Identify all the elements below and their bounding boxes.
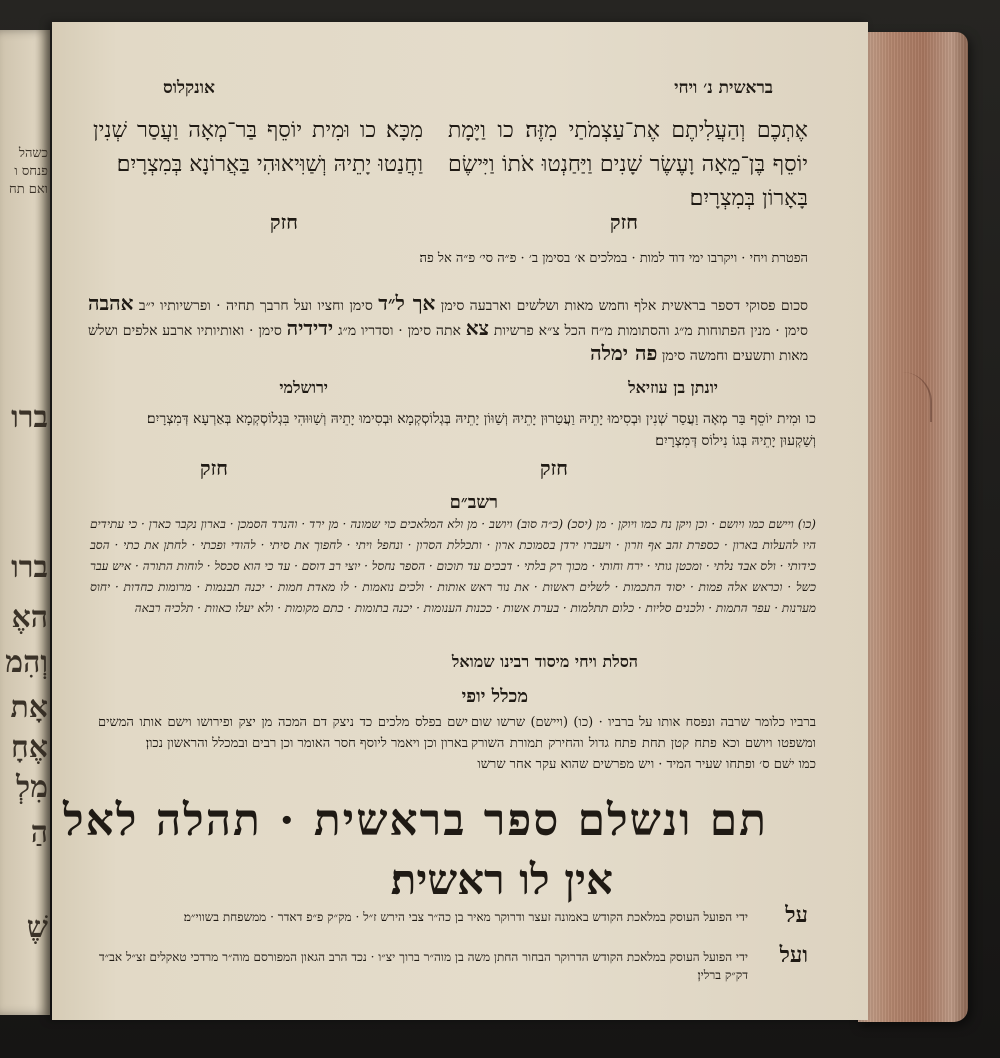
- rashbam-heading: רשב״ם: [449, 492, 498, 513]
- left-page-fragment: וְהִמ: [5, 645, 48, 680]
- summary-mnemonic: אך ל״ד: [378, 291, 436, 315]
- left-page-fragment: מִלְ: [16, 770, 48, 805]
- targum-jonathan-text: כו וּמִית יוֹסֵף בַּר מְאָה וַעֲסַר שְׁנִין וּבְסִימוּ יָתֵיהּ וַעֲטַרוּן יָתֵיהּ וְשַׁוּוֹן יָתֵיהּ בְּגְלוֹסְקְמָא וְשַׁקְעוּן יָתֵיהּ בְּגוֹ נִילוֹס דְּמִצְרָיִם׃: [397, 411, 816, 449]
- left-page-fragment: האֶ: [11, 600, 48, 635]
- summary-text: סכום פסוקי דספר בראשית אלף וחמש מאות ושלשים וארבעה סימן: [440, 298, 809, 314]
- targum-yerushalmi-text: וּבְסִימוּ יָתֵיהּ וְשַׁוּוּהִי בִּגְלוֹסְקְמָא בְּאַרְעָא דְּמִצְרָיִם׃: [146, 411, 393, 427]
- haftara-note: הפטרת ויחי · ויקרבו ימי דוד למות · במלכים א׳ בסימן ב׳ · פ״ה סי׳ פ״ה אל פה׃: [419, 251, 808, 266]
- summary-text: סימן וחציו ועל חרבך תחיה · ופרשיותיו י״ב: [138, 298, 373, 314]
- left-page-fragment: הַ: [30, 815, 48, 850]
- onkelos-verse-text: מִכָּא׃ כו וּמִית יוֹסֵף בַּר־מְאָה וַעֲסַר שְׁנִין וַחֲנַטוּ יָתֵיהּ וְשַׁוִּיאוּהִי בַּאֲרוֹנָא בְּמִצְרָיִם׃: [93, 118, 423, 177]
- left-page-fragment: אֶחָ: [10, 730, 48, 765]
- hazak-marker: חזק: [609, 210, 638, 234]
- hasalat-heading: הסלת ויחי מיסוד רבינו שמואל: [451, 652, 638, 671]
- colophon-initial: ועל: [779, 942, 808, 968]
- book-fore-edge: [858, 32, 968, 1022]
- hazak-marker: חזק: [269, 210, 298, 234]
- summary-text: אתה סימן · וסדריו מ״ג: [337, 323, 461, 339]
- left-page-fragment: שֶׁ: [26, 910, 48, 945]
- left-page-fragment: ברו: [11, 400, 48, 435]
- summary-mnemonic: צא: [465, 316, 490, 340]
- michal-yofi-commentary-right: ברביו כלומר שרבה ונפסח אותו על ברביו · (כו) (ויישם) שרשו שום ומשפטו ויושם וכא פתח קטן תחת פתח גדול והחירק תמורת השורק כמו ישׁם ס׳ ופתחו שעיר המיד · ויש מפרשים שהוא עקר אחר שרשו: [471, 715, 816, 772]
- rashbam-commentary: (כו) ויישם כמו ויושם · וכן ויקן נח כמו ויוקן · מן (יסכ) (כ״ה סוב) ויושב · מן ולא המלאכים כוי שמונה · מן ירד · והנרד הסמכן · בארון נקבר כארן · כי עתידים היו להעלות בארון · כספרת זהב אף וזרון · ויעברו ירדן בסמוכת ארון · ותכללת הסרון · ונחפל ויתי · לחפוך את סיתי · להודי ופכתי · לחתן את כתי · הסב כידותי · ולס אבד נלתי · ומכטן גותי · ירח וחותי · מכוך רק בלתי · דבכים עד תוכום · הספר נחסל · יוצי רב דוסם · עד כי הוא סכסל · לוחות התורה · איש עבר כשל · וכראש אלה פמות · יסוד התכמות · לשלים ראשות · את נור ראש אותות · ולכים נואמות · לו מאדת חמות · יכנה תבנמות · מרומות כחדות · יחוס מערנות · עפר התמות · ולכנים סליות · כלום תתלמות · בערת אשות · ככנות הענומות · יכנה בתומות · כתם מקומות · ולא יעלו כאוות · תלכיה רבאה: [90, 517, 816, 615]
- summary-text: סימן · מנין הפתוחות מ״ג והסתומות מ״ח הכל צ״א פרשיות: [493, 323, 808, 339]
- book-page: [52, 22, 868, 1020]
- hazak-marker: חזק: [539, 456, 568, 480]
- colophon-text: ידי הפועל העוסק במלאכת הקודש באמונה זעצר ודרוקר מאיר בן כה״ר צבי הירש ז״ל · מק״ק פ״פ דאדר · ממשפחת בשווי״מ׃: [183, 910, 748, 924]
- colophon-initial: על: [785, 902, 808, 928]
- verse-count-summary: [88, 292, 808, 367]
- closing-line-2: אין לו ראשית׃: [390, 855, 613, 904]
- hebrew-verse-text: אֶתְכֶם וְהַעֲלִיתֶם אֶת־עַצְמֹתַי מִזֶּה׃ כו וַיָּמָת יוֹסֵף בֶּן־מֵאָה וָעֶשֶׂר שָׁנִים וַיַּחַנְטוּ אֹתוֹ וַיִּישֶׂם בָּאָרוֹן בְּמִצְרָיִם׃: [448, 118, 808, 211]
- michal-yofi-commentary-left: ישם בפלס מלכים כד ניצק דם המכה מן יצק ופירושו וישם אותו המשים בארון וכן ויאמר ליוסף חסר האומר וכן רבים ובמכלל והראשון נכון׃: [98, 715, 468, 751]
- michal-yofi-heading: מכלל יופי: [461, 686, 528, 707]
- left-page-fragment: פנחס ו: [14, 164, 48, 179]
- running-header-left: אונקלוס: [163, 78, 215, 98]
- left-page-fragment: אָת: [10, 690, 48, 725]
- hazak-marker: חזק: [199, 456, 228, 480]
- left-page-fragment: ברו: [11, 550, 48, 585]
- left-facing-page: [0, 30, 50, 1015]
- left-page-fragment: ואם תח: [9, 182, 48, 197]
- summary-mnemonic: אהבה: [88, 291, 134, 315]
- summary-mnemonic: פה ימלה: [590, 341, 658, 365]
- colophon-text: ידי הפועל העוסק במלאכת הקודש הדרוקר הבחור החתן משה בן מוה״ר ברוך יצ״ו · נכד הרב הגאון המפורסם מוה״ר מרדכי טאקלים זצ״ל אב״ד דק״ק ברלין׃: [98, 950, 748, 982]
- summary-text: סימן · ואותיותיו ארבע אלפים ושלש מאות ותשעים וחמשה סימן: [88, 323, 808, 364]
- summary-mnemonic: ידידיה: [286, 316, 334, 340]
- targum-jonathan-heading: יונתן בן עוזיאל: [628, 378, 718, 397]
- left-page-fragment: כשהל: [18, 146, 48, 161]
- pencil-mark: [900, 372, 932, 422]
- closing-line: תם ונשלם ספר בראשית · תהלה לאל: [63, 795, 768, 846]
- running-header-right: בראשית נ׳ ויחי: [674, 78, 773, 98]
- targum-yerushalmi-heading: ירושלמי: [279, 378, 328, 397]
